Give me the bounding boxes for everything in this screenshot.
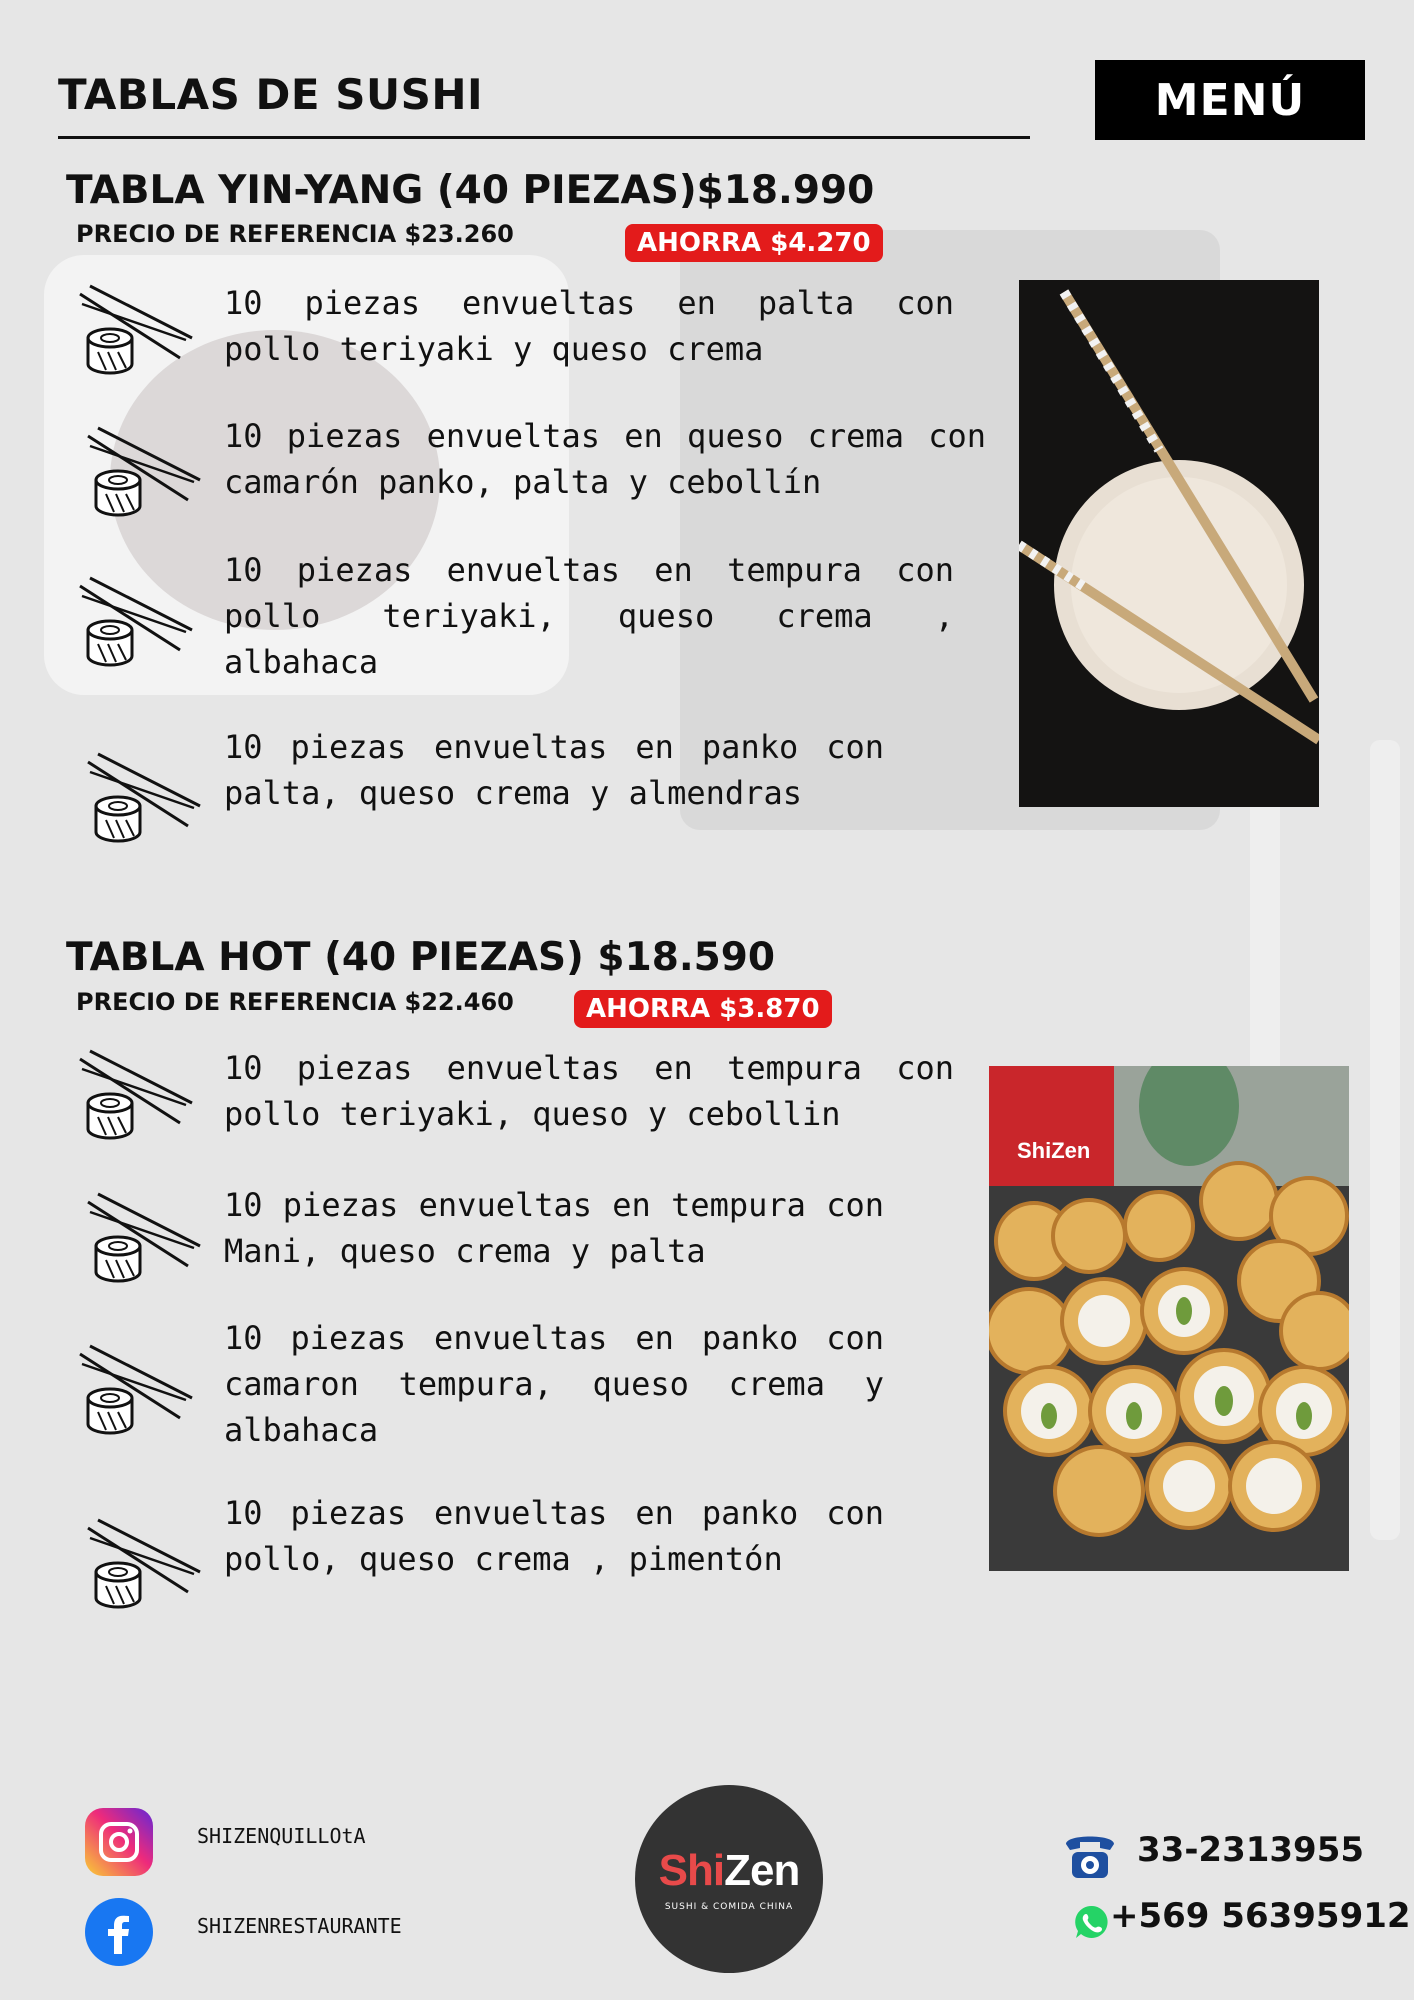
logo-subtitle: SUSHI & COMIDA CHINA	[664, 1902, 794, 1912]
sushi-chopsticks-icon	[76, 1045, 196, 1145]
sushi-chopsticks-icon	[76, 280, 196, 380]
section-title: TABLA YIN-YANG (40 PIEZAS)$18.990	[66, 168, 875, 213]
whatsapp-icon	[1073, 1903, 1111, 1941]
sushi-chopsticks-icon	[84, 1514, 204, 1614]
sushi-chopsticks-icon	[84, 422, 204, 522]
section-title: TABLA HOT (40 PIEZAS) $18.590	[66, 935, 776, 980]
logo-text: ShiZen	[658, 1846, 800, 1895]
shizen-logo	[635, 1785, 823, 1973]
menu-item: 10 piezas envueltas en tempura con Mani, queso crema y palta	[224, 1186, 884, 1270]
menu-badge: MENÚ	[1095, 60, 1365, 140]
photo-brand-text: ShiZen	[1017, 1138, 1091, 1163]
page-title: TABLAS DE SUSHI	[58, 70, 484, 119]
facebook-icon[interactable]	[85, 1898, 153, 1966]
menu-item: 10 piezas envueltas en palta con pollo teriyaki y queso crema	[224, 284, 954, 368]
sushi-chopsticks-icon	[76, 1340, 196, 1440]
menu-item: 10 piezas envueltas en panko con camaron tempura, queso crema y albahaca	[224, 1319, 884, 1449]
menu-item: 10 piezas envueltas en tempura con pollo teriyaki, queso y cebollin	[224, 1049, 954, 1133]
facebook-handle[interactable]: SHIZENRESTAURANTE	[197, 1914, 402, 1938]
whatsapp-number[interactable]: +569 56395912	[1110, 1896, 1411, 1936]
instagram-icon[interactable]	[85, 1808, 153, 1876]
menu-item: 10 piezas envueltas en queso crema con camarón panko, palta y cebollín	[224, 417, 986, 501]
menu-item: 10 piezas envueltas en panko con palta, queso crema y almendras	[224, 728, 884, 812]
instagram-handle[interactable]: SHIZENQUILLOtA	[197, 1824, 366, 1848]
sushi-chopsticks-icon	[84, 1188, 204, 1288]
sushi-rolls-photo	[989, 1066, 1349, 1571]
telephone-icon	[1060, 1826, 1120, 1882]
menu-item: 10 piezas envueltas en panko con pollo, queso crema , pimentón	[224, 1494, 884, 1578]
reference-price: PRECIO DE REFERENCIA $22.460	[76, 988, 514, 1016]
reference-price: PRECIO DE REFERENCIA $23.260	[76, 220, 514, 248]
title-divider	[58, 136, 1030, 139]
menu-item: 10 piezas envueltas en tempura con pollo teriyaki, queso crema , albahaca	[224, 551, 954, 681]
savings-badge: AHORRA $3.870	[574, 990, 832, 1028]
sushi-chopsticks-icon	[76, 572, 196, 672]
savings-badge: AHORRA $4.270	[625, 224, 883, 262]
bowl-chopsticks-photo	[1019, 280, 1319, 807]
sushi-chopsticks-icon	[84, 748, 204, 848]
phone-number[interactable]: 33-2313955	[1137, 1830, 1365, 1870]
background-chopstick	[1370, 740, 1400, 1540]
